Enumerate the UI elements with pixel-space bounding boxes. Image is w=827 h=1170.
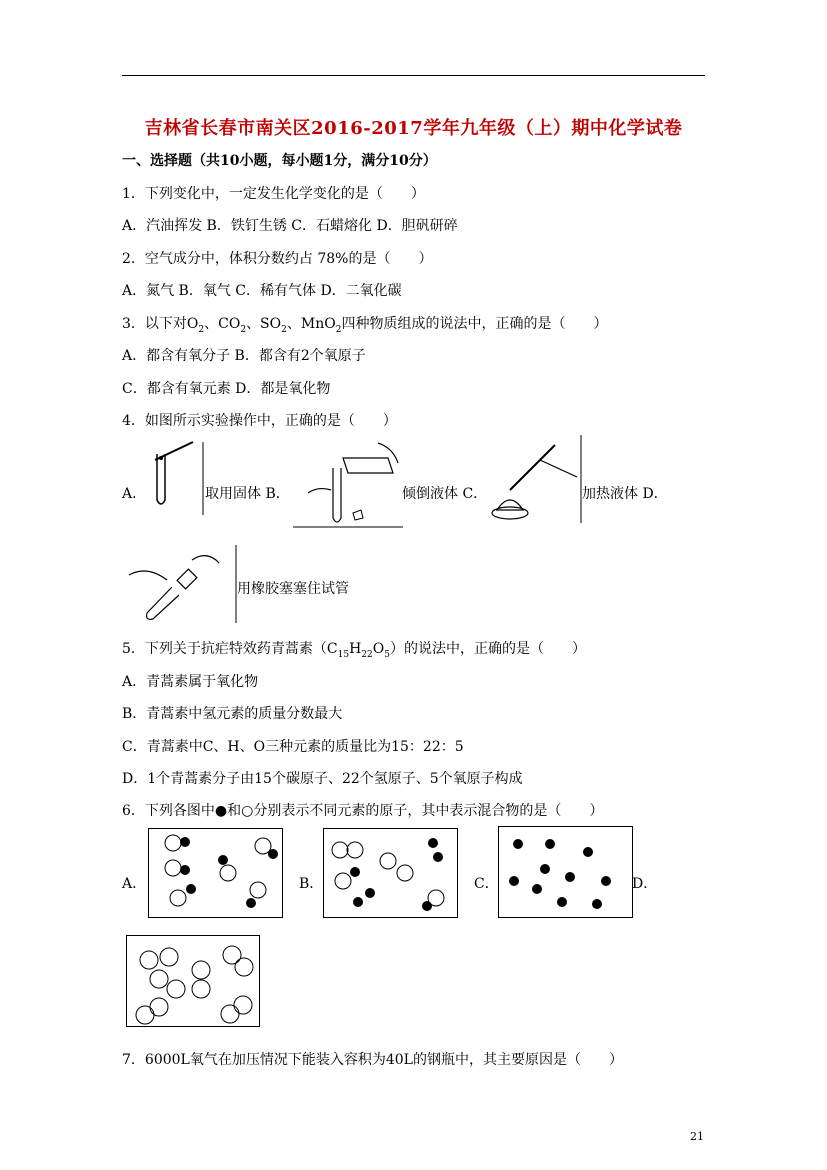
q4-a-letter: A． bbox=[122, 486, 147, 502]
q3-options-cd: C．都含有氧元素 D．都是氧化物 bbox=[122, 381, 331, 397]
header-rule bbox=[122, 75, 705, 76]
page-number: 21 bbox=[690, 1130, 704, 1143]
q6-d-letter: D． bbox=[632, 876, 658, 892]
q1-stem: 1．下列变化中，一定发生化学变化的是（ ） bbox=[122, 186, 425, 202]
q3-options-ab: A．都含有氧分子 B．都含有2个氧原子 bbox=[122, 348, 366, 364]
q4-b-pouring-image bbox=[293, 438, 403, 528]
q5-option-c: C．青蒿素中C、H、O三种元素的质量比为15：22：5 bbox=[122, 739, 464, 755]
q6-stem: 6．下列各图中●和○分别表示不同元素的原子，其中表示混合物的是（ ） bbox=[122, 803, 604, 819]
q6-a-diagram bbox=[148, 828, 283, 918]
q4-d-stopper-image bbox=[127, 545, 237, 623]
q6-b-diagram bbox=[323, 828, 458, 918]
section-heading: 一、选择题（共10小题，每小题1分，满分10分） bbox=[122, 153, 437, 169]
q7-stem: 7．6000L氧气在加压情况下能装入容积为40L的钢瓶中，其主要原因是（ ） bbox=[122, 1052, 623, 1068]
q6-c-letter: C． bbox=[474, 876, 499, 892]
q6-d-diagram bbox=[126, 935, 260, 1027]
q4-d-label: 用橡胶塞塞住试管 bbox=[237, 581, 349, 597]
q4-a-label: 取用固体 B． bbox=[205, 486, 290, 502]
q4-c-heating-image bbox=[485, 435, 582, 523]
exam-title: 吉林省长春市南关区2016-2017学年九年级（上）期中化学试卷 bbox=[144, 118, 683, 139]
q2-options: A．氮气 B．氧气 C．稀有气体 D．二氧化碳 bbox=[122, 283, 402, 299]
q6-b-letter: B． bbox=[299, 876, 324, 892]
q5-option-d: D．1个青蒿素分子由15个碳原子、22个氢原子、5个氧原子构成 bbox=[122, 771, 523, 787]
q4-b-label: 倾倒液体 C． bbox=[402, 486, 488, 502]
q5-option-b: B．青蒿素中氢元素的质量分数最大 bbox=[122, 706, 343, 722]
q1-options: A．汽油挥发 B．铁钉生锈 C．石蜡熔化 D．胆矾研碎 bbox=[122, 218, 458, 234]
q6-c-diagram bbox=[498, 826, 633, 918]
q2-stem: 2．空气成分中，体积分数约占 78%的是（ ） bbox=[122, 251, 433, 267]
q3-stem: 3．以下对$O_2$、$CO_2$、$SO_2$、MnO$_2$四种物质组成的说法中，正确的是（ ） bbox=[122, 316, 608, 335]
q4-stem: 4．如图所示实验操作中，正确的是（ ） bbox=[122, 413, 397, 429]
q5-option-a: A．青蒿素属于氧化物 bbox=[122, 674, 259, 690]
q4-c-label: 加热液体 D． bbox=[582, 486, 668, 502]
q4-a-test-tube-image bbox=[145, 440, 205, 515]
q6-a-letter: A． bbox=[122, 876, 147, 892]
q5-stem: 5．下列关于抗疟特效药青蒿素$(C_{15}H_{22}O_5)$的说法中，正确的是（ ） bbox=[122, 641, 586, 660]
